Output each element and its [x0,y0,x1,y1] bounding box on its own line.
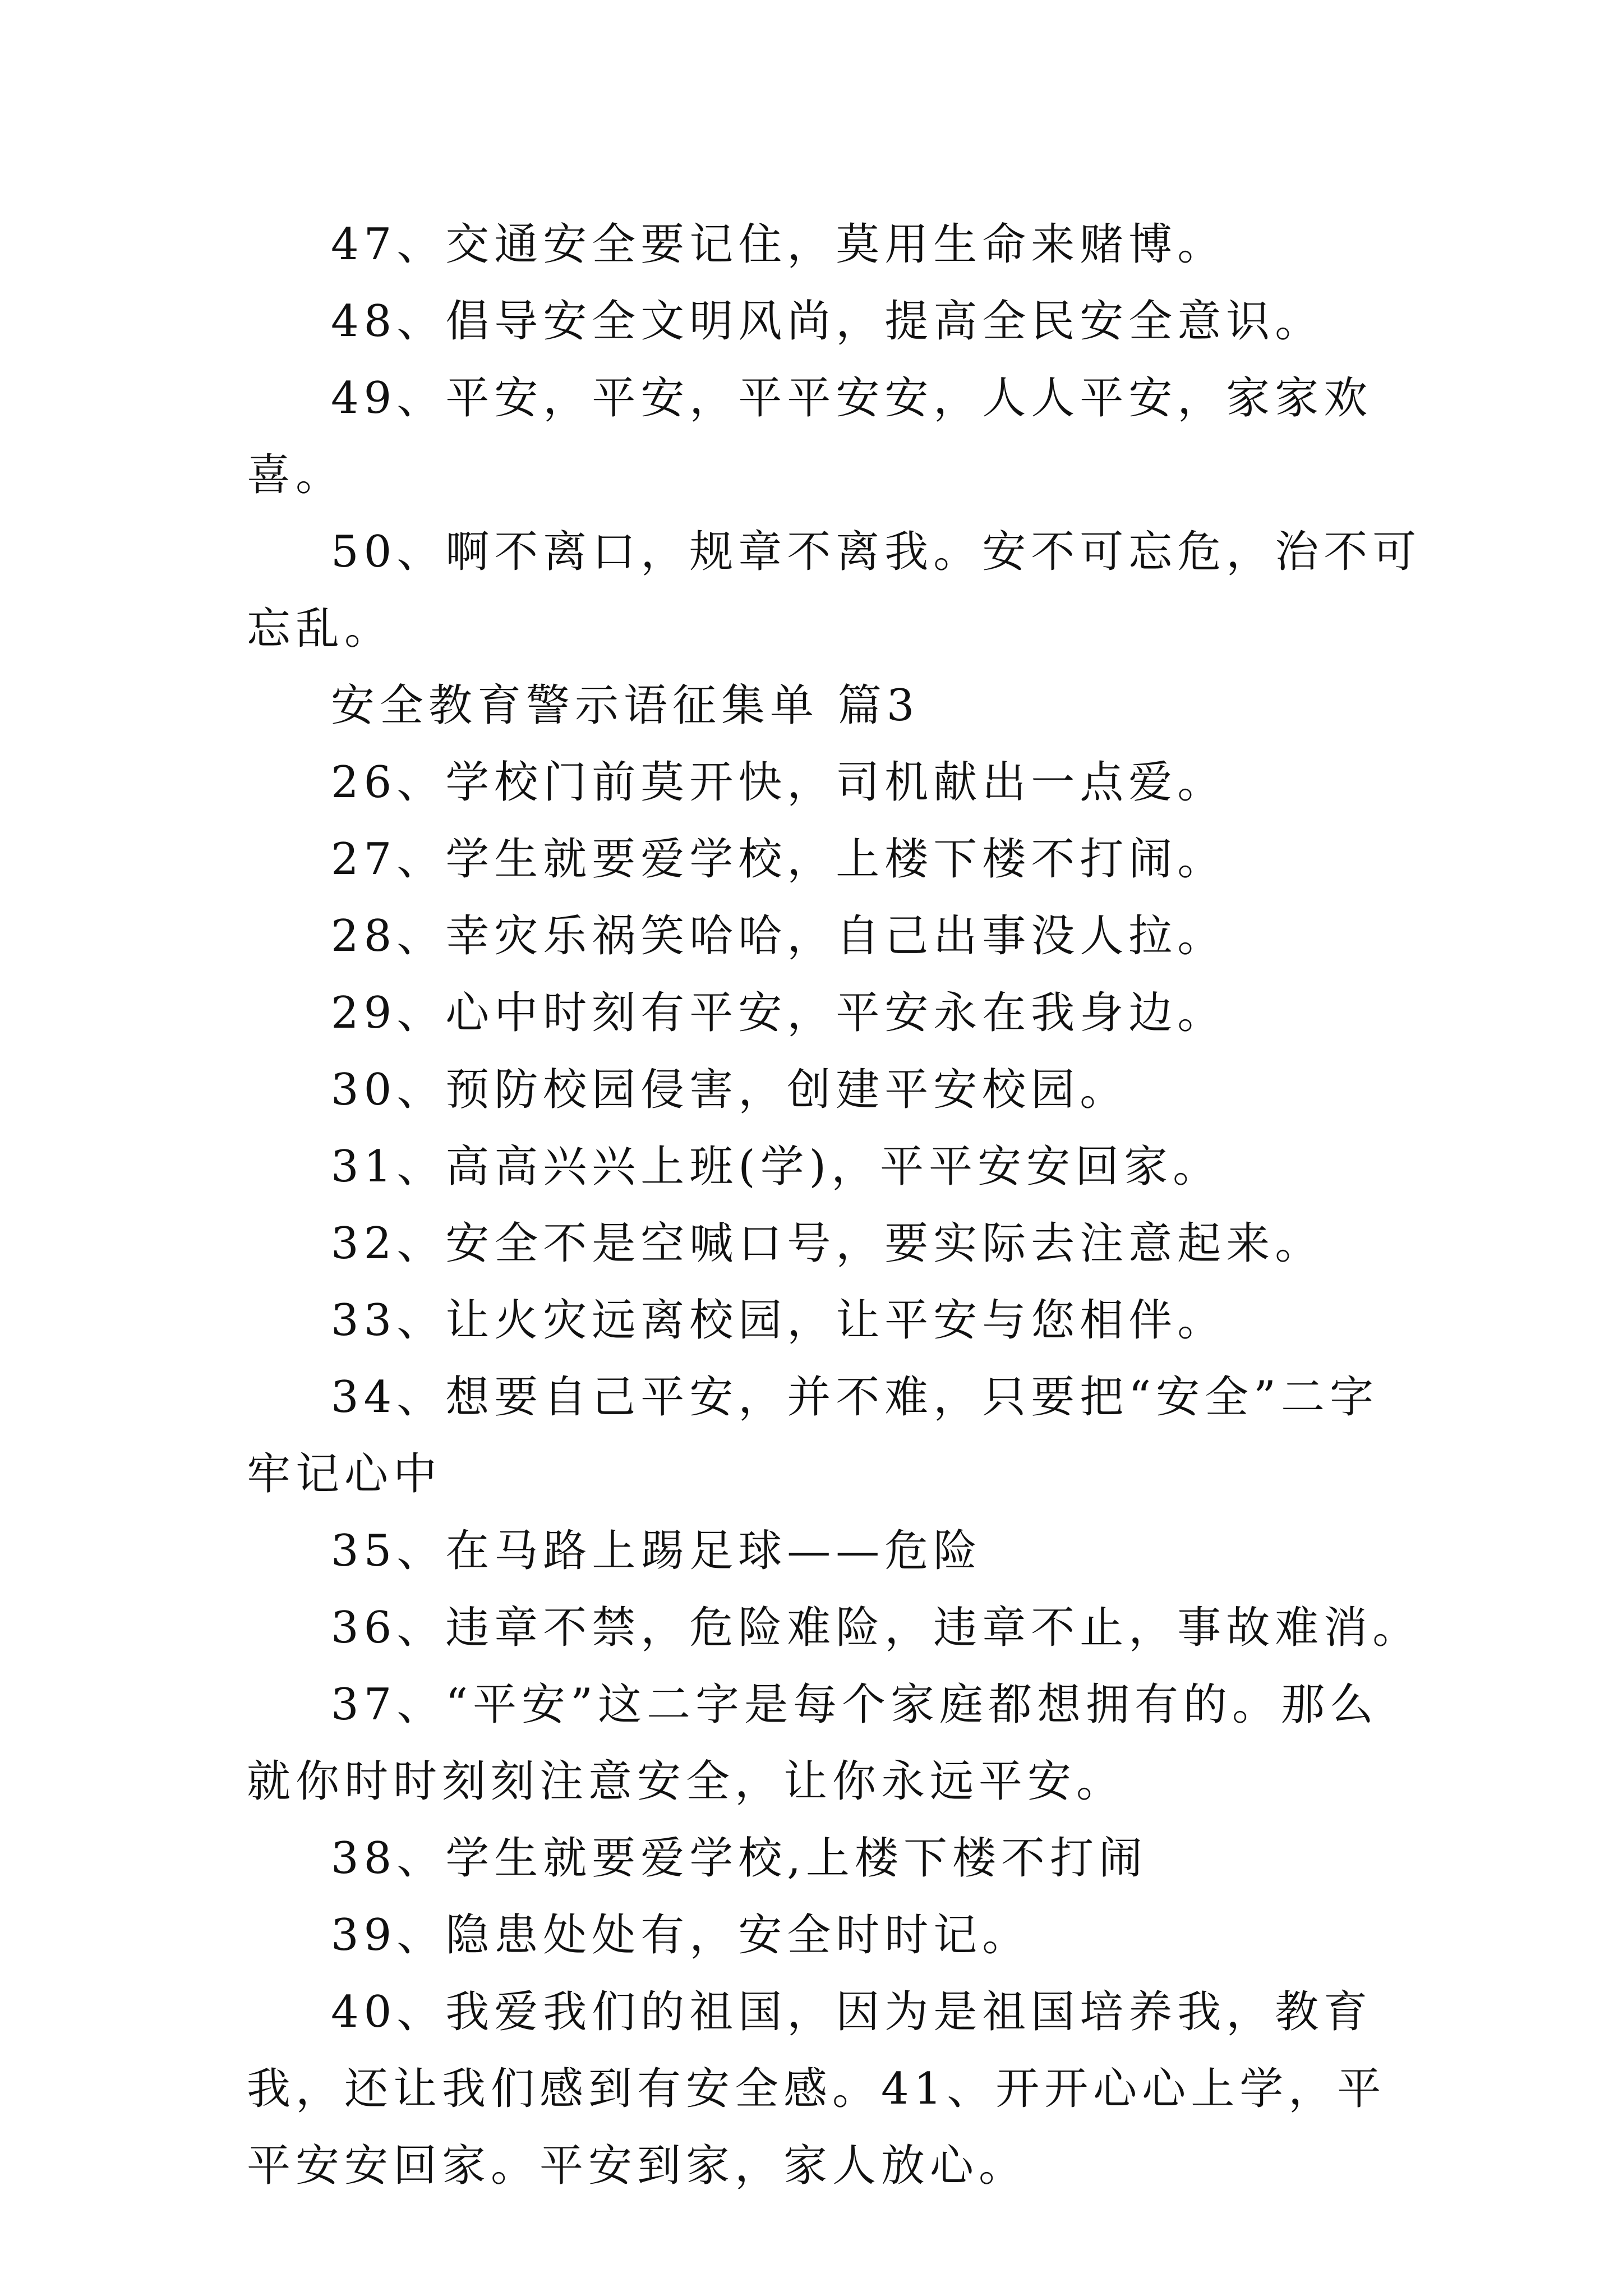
slogan-line-36: 36、违章不禁，危险难险，违章不止，事故难消。 [331,1603,1422,1653]
document-body [247,206,1424,2205]
slogan-line-40-41: 40、我爱我们的祖国，因为是祖国培养我，教育我，还让我们感到有安全感。41、开开心心上学，平平安安回家。平安到家，家人放心。 [247,1987,1386,2191]
slogan-line-35: 35、在马路上踢足球——危险 [331,1526,983,1576]
slogan-line-49: 49、平安，平安，平平安安，人人平安，家家欢喜。 [247,373,1373,500]
slogan-line-32: 32、安全不是空喊口号，要实际去注意起来。 [331,1218,1324,1269]
slogan-line-39: 39、隐患处处有，安全时时记。 [331,1910,1031,1961]
slogan-line-50: 50、啊不离口，规章不离我。安不可忘危，治不可忘乱。 [247,527,1422,654]
slogan-line-26: 26、学校门前莫开快，司机献出一点爱。 [331,757,1227,808]
slogan-line-28: 28、幸灾乐祸笑哈哈，自己出事没人拉。 [331,911,1227,961]
slogan-line-37: 37、“平安”这二字是每个家庭都想拥有的。那么就你时时刻刻注意安全，让你永远平安。 [247,1680,1379,1807]
slogan-line-29: 29、心中时刻有平安，平安永在我身边。 [331,988,1227,1038]
slogan-line-30: 30、预防校园侵害，创建平安校园。 [331,1065,1129,1115]
slogan-line-33: 33、让火灾远离校园，让平安与您相伴。 [331,1295,1227,1346]
section-heading: 安全教育警示语征集单 篇3 [331,680,920,731]
slogan-line-48: 48、倡导安全文明风尚，提高全民安全意识。 [331,296,1324,347]
slogan-line-47: 47、交通安全要记住，莫用生命来赌博。 [331,219,1227,270]
slogan-line-38: 38、学生就要爱学校,上楼下楼不打闹 [331,1833,1148,1884]
slogan-line-27: 27、学生就要爱学校，上楼下楼不打闹。 [331,834,1227,885]
slogan-line-31: 31、高高兴兴上班(学)，平平安安回家。 [331,1142,1222,1192]
slogan-line-34: 34、想要自己平安，并不难，只要把“安全”二字牢记心中 [247,1372,1379,1499]
